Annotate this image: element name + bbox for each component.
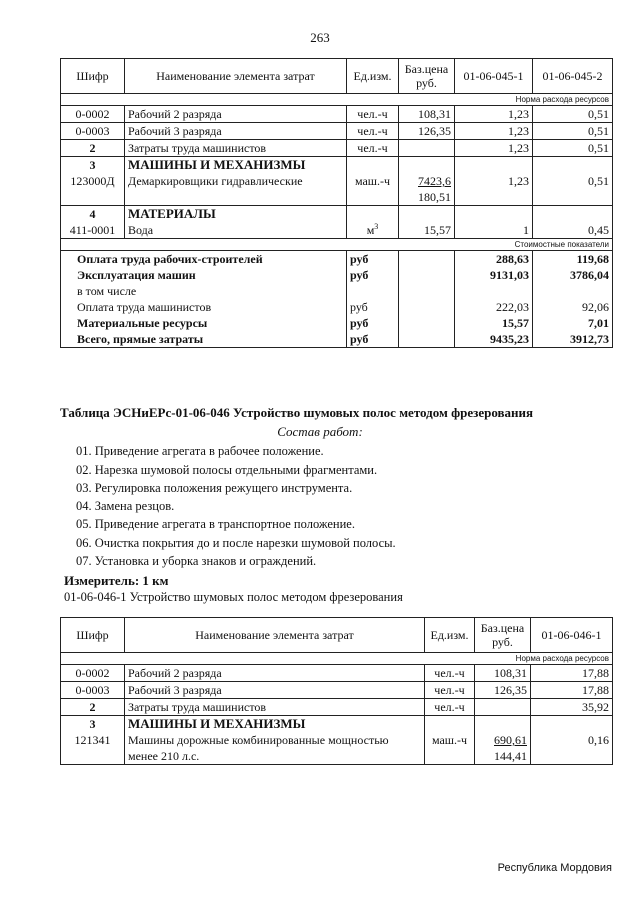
price-cell [475, 732, 531, 748]
unit-cell: чел.-ч [347, 140, 399, 157]
price-cell: 15,57 [399, 222, 455, 239]
section-title: МАШИНЫ И МЕХАНИЗМЫ [125, 157, 347, 174]
table-title: Таблица ЭСНиЕРс-01-06-046 Устройство шумовых полос методом фрезерования [60, 405, 534, 420]
price-cell: 108,31 [475, 665, 531, 682]
value-cell: 0,51 [533, 173, 613, 189]
header-cell: Шифр [61, 59, 125, 94]
price-primary: 7423,6 [418, 174, 451, 188]
table-row [61, 682, 613, 699]
unit-cell: чел.-ч [347, 123, 399, 140]
rate-code-line: 01-06-046-1 Устройство шумовых полос методом фрезерования [64, 590, 403, 604]
code-cell: 2 [61, 699, 125, 716]
work-item: 04. Замена резцов. [76, 499, 175, 513]
cost-row [61, 267, 613, 283]
unit-cell: чел.-ч [425, 665, 475, 682]
code-cell: 121341 [61, 732, 125, 748]
unit-cell: чел.-ч [425, 682, 475, 699]
cost-unit: руб [347, 315, 399, 331]
name-cell: Рабочий 3 разряда [125, 682, 425, 699]
cost-unit: руб [347, 251, 399, 268]
header-cell: Наименование элемента затрат [125, 618, 425, 653]
name-cell: Машины дорожные комбинированные мощностью [125, 732, 425, 748]
cost-value: 9131,03 [455, 267, 533, 283]
table-row [61, 123, 613, 140]
norm-label-row [61, 653, 613, 665]
section-title: МАТЕРИАЛЫ [125, 206, 347, 223]
cost-label-row [61, 239, 613, 251]
code-cell: 0-0003 [61, 682, 125, 699]
cost-name: Материальные ресурсы [61, 315, 347, 331]
work-item: 06. Очистка покрытия до и после нарезки шумовой полосы. [76, 536, 396, 550]
value-cell: 35,92 [531, 699, 613, 716]
table-row [61, 140, 613, 157]
cost-row [61, 299, 613, 315]
name-cell-continued: менее 210 л.с. [125, 748, 425, 765]
section-title: МАШИНЫ И МЕХАНИЗМЫ [125, 716, 425, 733]
table-row [61, 222, 613, 239]
norm-label-row [61, 94, 613, 106]
header-cell: 01-06-045-1 [455, 59, 533, 94]
footer-region: Республика Мордовия [497, 862, 612, 874]
table-row-extra [61, 189, 613, 206]
code-cell: 0-0002 [61, 665, 125, 682]
cost-row [61, 315, 613, 331]
cost-row [61, 331, 613, 348]
cost-unit: руб [347, 299, 399, 315]
cost-value [533, 283, 613, 299]
name-cell: Рабочий 2 разряда [125, 106, 347, 123]
value-cell: 1,23 [455, 106, 533, 123]
name-cell: Рабочий 2 разряда [125, 665, 425, 682]
section-row [61, 206, 613, 223]
value-cell: 0,16 [531, 732, 613, 748]
header-cell: Баз.цена руб. [399, 59, 455, 94]
value-cell: 17,88 [531, 665, 613, 682]
header-cell: Ед.изм. [425, 618, 475, 653]
value-cell: 1 [455, 222, 533, 239]
section-row [61, 157, 613, 174]
cost-name: Оплата труда рабочих-строителей [61, 251, 347, 268]
resource-table-2 [60, 617, 613, 765]
value-cell: 1,23 [455, 123, 533, 140]
header-cell: 01-06-046-1 [531, 618, 613, 653]
header-cell: 01-06-045-2 [533, 59, 613, 94]
unit-cell: чел.-ч [425, 699, 475, 716]
unit-superscript: 3 [374, 222, 379, 231]
name-cell: Демаркировщики гидравлические [125, 173, 347, 189]
page-number: 263 [310, 30, 330, 45]
cost-value [455, 283, 533, 299]
price-secondary: 144,41 [475, 748, 531, 765]
cost-name: в том числе [61, 283, 347, 299]
code-cell: 4 [61, 206, 125, 223]
price-primary: 690,61 [494, 733, 527, 747]
name-cell: Затраты труда машинистов [125, 699, 425, 716]
work-item: 07. Установка и уборка знаков и ограждений. [76, 554, 317, 568]
header-cell: Ед.изм. [347, 59, 399, 94]
value-cell: 1,23 [455, 140, 533, 157]
code-cell: 3 [61, 716, 125, 733]
cost-value: 7,01 [533, 315, 613, 331]
unit-cell: маш.-ч [425, 732, 475, 748]
price-cell [399, 140, 455, 157]
name-cell: Вода [125, 222, 347, 239]
value-cell: 17,88 [531, 682, 613, 699]
norm-label: Норма расхода ресурсов [61, 94, 613, 106]
unit-cell [347, 222, 399, 239]
unit-cell: маш.-ч [347, 173, 399, 189]
unit-cell: чел.-ч [347, 106, 399, 123]
price-cell [399, 173, 455, 189]
cost-unit: руб [347, 331, 399, 348]
header-cell: Наименование элемента затрат [125, 59, 347, 94]
cost-value: 3912,73 [533, 331, 613, 348]
value-cell: 0,51 [533, 123, 613, 140]
resource-table-1 [60, 58, 613, 348]
cost-value: 15,57 [455, 315, 533, 331]
value-cell: 1,23 [455, 173, 533, 189]
work-item: 03. Регулировка положения режущего инструмента. [76, 481, 353, 495]
price-cell: 108,31 [399, 106, 455, 123]
cost-unit [347, 283, 399, 299]
measure-unit: Измеритель: 1 км [64, 573, 169, 588]
work-item: 01. Приведение агрегата в рабочее положение. [76, 444, 324, 458]
cost-label: Стоимостные показатели [61, 239, 613, 251]
cost-name: Эксплуатация машин [61, 267, 347, 283]
value-cell: 0,51 [533, 106, 613, 123]
table-row [61, 665, 613, 682]
table-row [61, 699, 613, 716]
name-cell: Рабочий 3 разряда [125, 123, 347, 140]
table-row [61, 173, 613, 189]
price-secondary: 180,51 [399, 189, 455, 206]
work-item: 02. Нарезка шумовой полосы отдельными фрагментами. [76, 463, 378, 477]
table-row-extra [61, 748, 613, 765]
cost-row [61, 283, 613, 299]
section-row [61, 716, 613, 733]
value-cell: 0,45 [533, 222, 613, 239]
price-cell: 126,35 [475, 682, 531, 699]
table-row [61, 732, 613, 748]
cost-value: 119,68 [533, 251, 613, 268]
cost-value: 9435,23 [455, 331, 533, 348]
unit-text: м [366, 223, 375, 237]
value-cell: 0,51 [533, 140, 613, 157]
code-cell: 0-0003 [61, 123, 125, 140]
cost-value: 222,03 [455, 299, 533, 315]
cost-name: Оплата труда машинистов [61, 299, 347, 315]
code-cell: 2 [61, 140, 125, 157]
work-item: 05. Приведение агрегата в транспортное положение. [76, 517, 355, 531]
norm-label: Норма расхода ресурсов [61, 653, 613, 665]
code-cell: 3 [61, 157, 125, 174]
code-cell: 411-0001 [61, 222, 125, 239]
code-cell: 0-0002 [61, 106, 125, 123]
cost-name: Всего, прямые затраты [61, 331, 347, 348]
table-row [61, 106, 613, 123]
table-header [61, 618, 613, 653]
name-cell: Затраты труда машинистов [125, 140, 347, 157]
work-heading: Состав работ: [277, 424, 363, 439]
price-cell: 126,35 [399, 123, 455, 140]
cost-value: 92,06 [533, 299, 613, 315]
code-cell: 123000Д [61, 173, 125, 189]
cost-value: 288,63 [455, 251, 533, 268]
table-header [61, 59, 613, 94]
price-cell [475, 699, 531, 716]
cost-row [61, 251, 613, 268]
header-cell: Шифр [61, 618, 125, 653]
header-cell: Баз.цена руб. [475, 618, 531, 653]
cost-unit: руб [347, 267, 399, 283]
cost-value: 3786,04 [533, 267, 613, 283]
